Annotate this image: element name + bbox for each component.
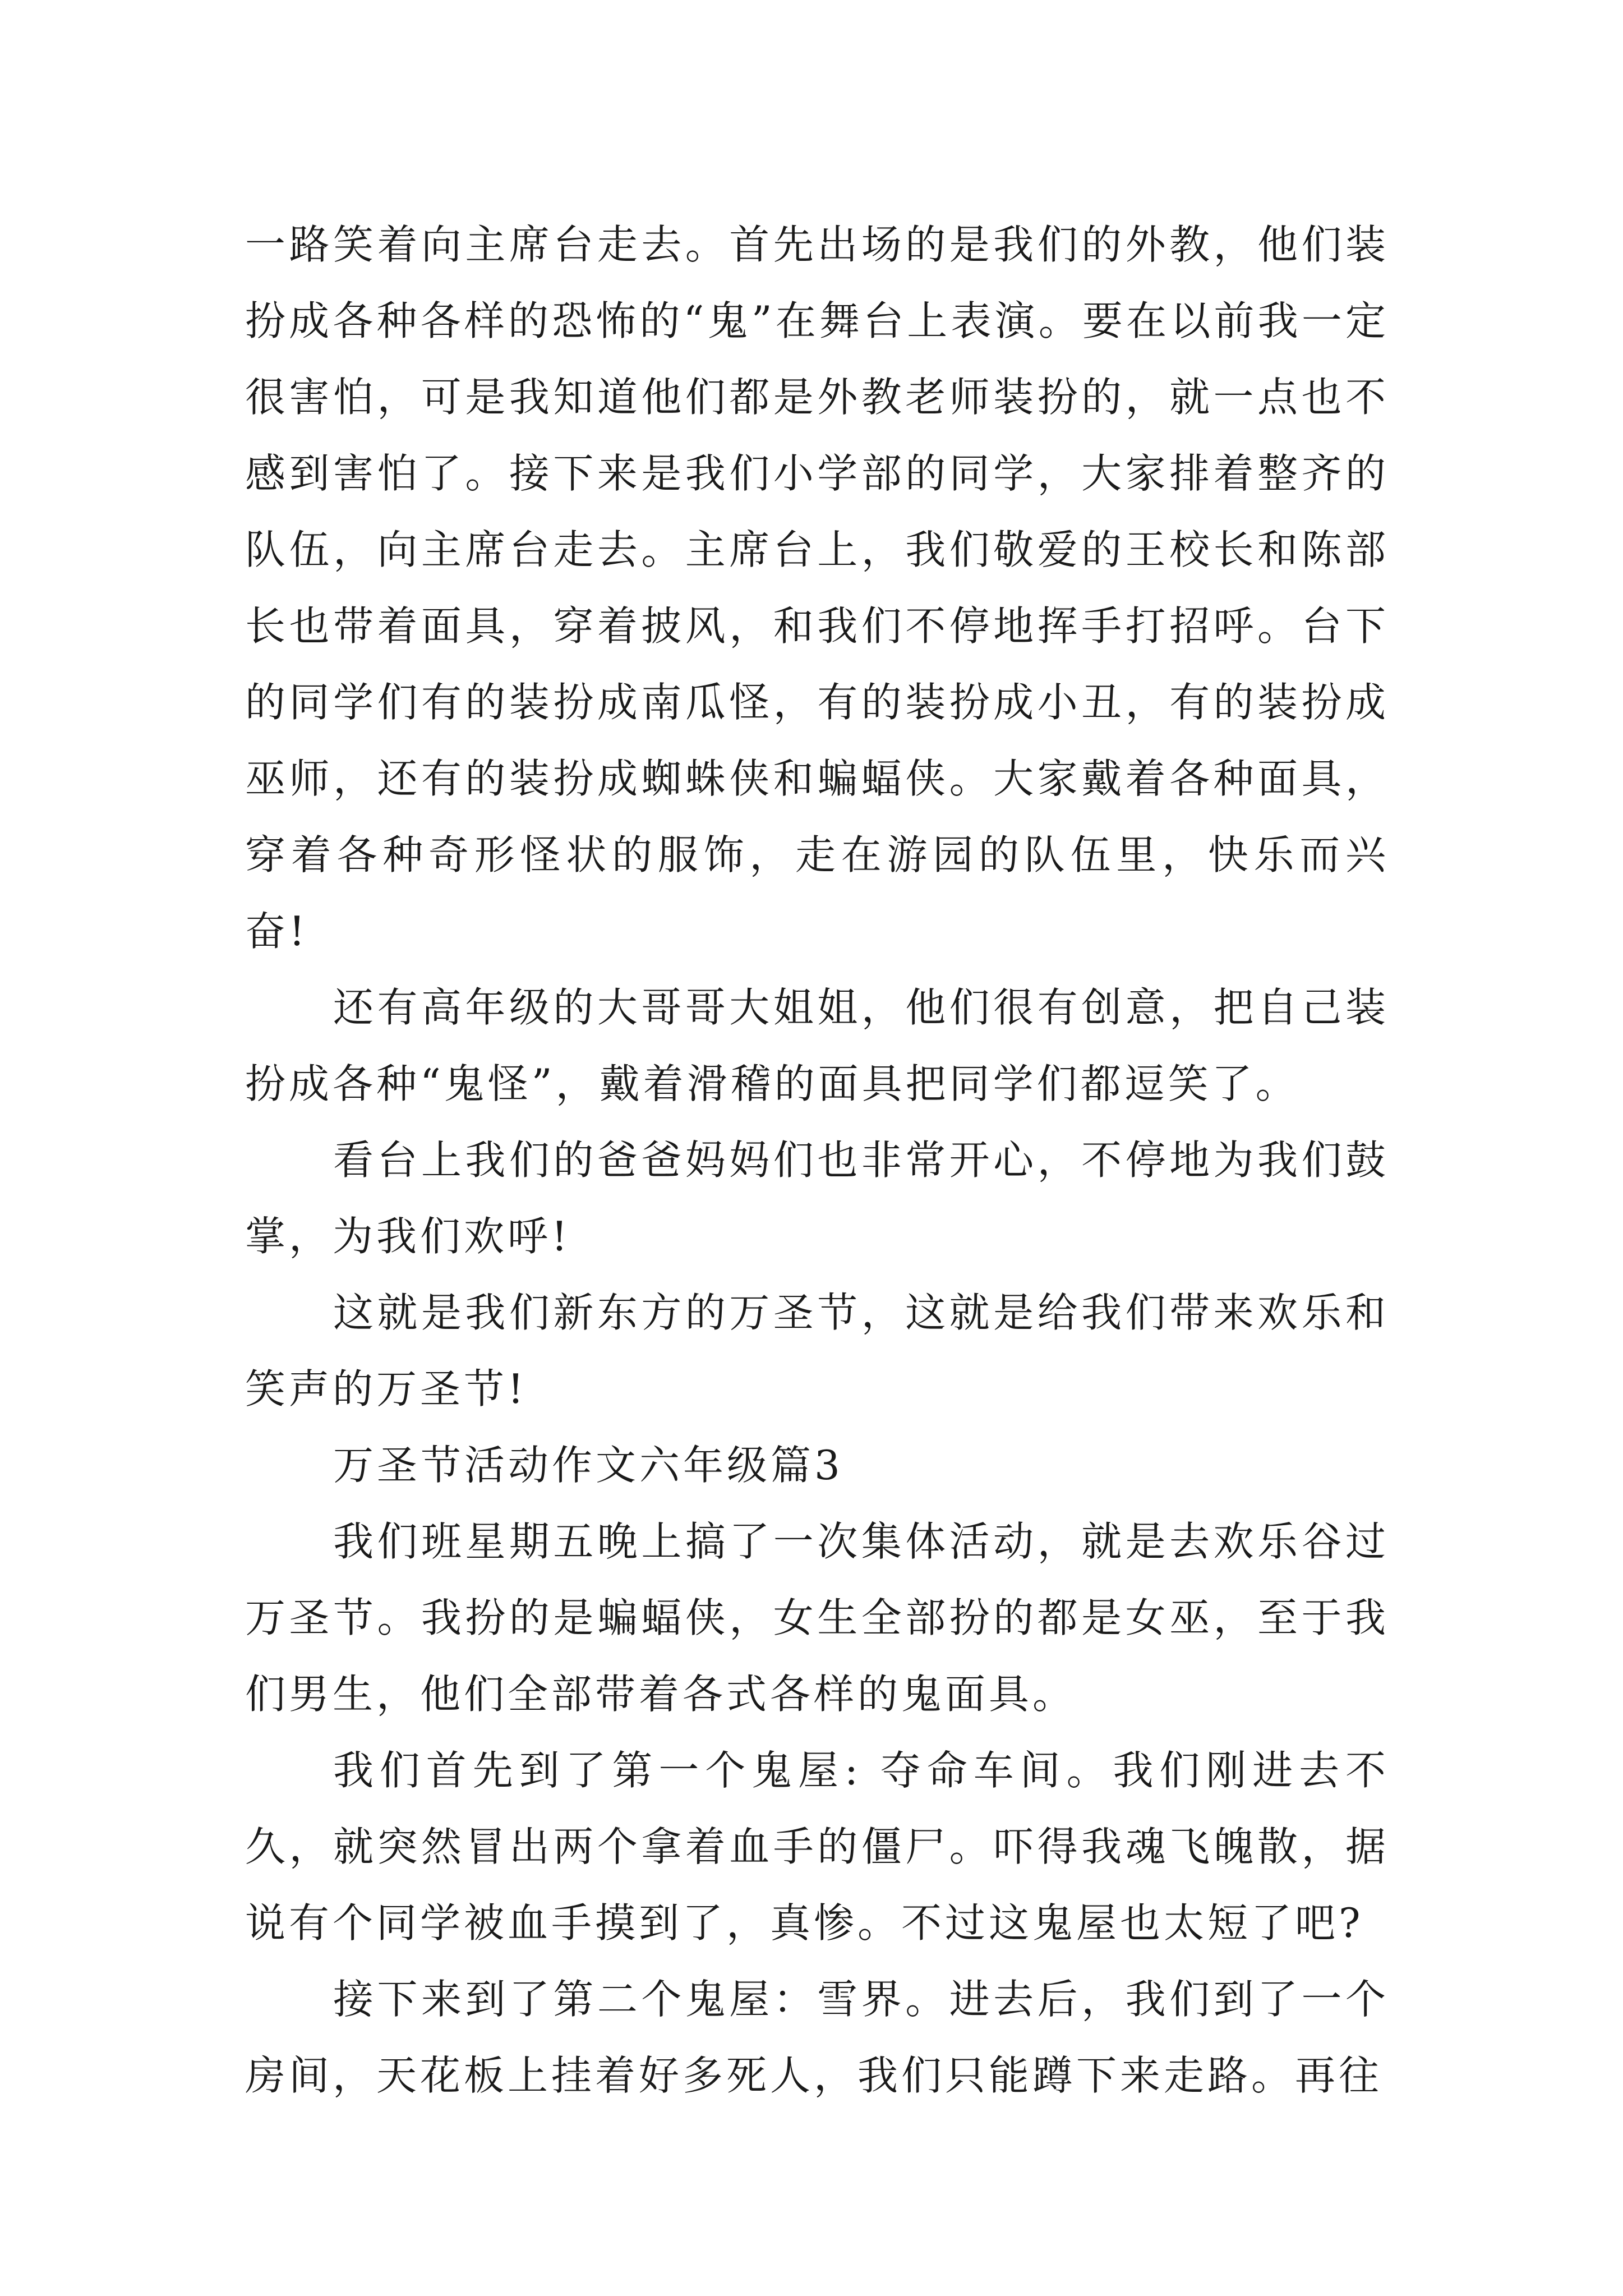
paragraph: 还有高年级的大哥哥大姐姐，他们很有创意，把自己装扮成各种“鬼怪”，戴着滑稽的面具把同学们都逗笑了。 (245, 984, 1389, 1107)
paragraph: 看台上我们的爸爸妈妈们也非常开心，不停地为我们鼓掌，为我们欢呼! (245, 1137, 1389, 1260)
paragraph: 一路笑着向主席台走去。首先出场的是我们的外教，他们装扮成各种各样的恐怖的“鬼”在舞台上表演。要在以前我一定很害怕，可是我知道他们都是外教老师装扮的，就一点也不感到害怕了。接下来是我们小学部的同学，大家排着整齐的队伍，向主席台走去。主席台上，我们敬爱的王校长和陈部长也带着面具，穿着披风，和我们不停地挥手打招呼。台下的同学们有的装扮成南瓜怪，有的装扮成小丑，有的装扮成巫师，还有的装扮成蜘蛛侠和蝙蝠侠。大家戴着各种面具，穿着各种奇形怪状的服饰，走在游园的队伍里，快乐而兴奋! (245, 221, 1389, 955)
paragraph: 我们班星期五晚上搞了一次集体活动，就是去欢乐谷过万圣节。我扮的是蝙蝠侠，女生全部扮的都是女巫，至于我们男生，他们全部带着各式各样的鬼面具。 (245, 1518, 1389, 1718)
document-body (245, 206, 1389, 2114)
paragraph: 这就是我们新东方的万圣节，这就是给我们带来欢乐和笑声的万圣节! (245, 1289, 1389, 1412)
paragraph: 接下来到了第二个鬼屋：雪界。进去后，我们到了一个房间，天花板上挂着好多死人，我们只能蹲下来走路。再往 (245, 1976, 1389, 2099)
paragraph: 我们首先到了第一个鬼屋: 夺命车间。我们刚进去不久，就突然冒出两个拿着血手的僵尸。吓得我魂飞魄散，据说有个同学被血手摸到了，真惨。不过这鬼屋也太短了吧? (245, 1747, 1389, 1947)
section-heading: 万圣节活动作文六年级篇3 (333, 1442, 843, 1489)
